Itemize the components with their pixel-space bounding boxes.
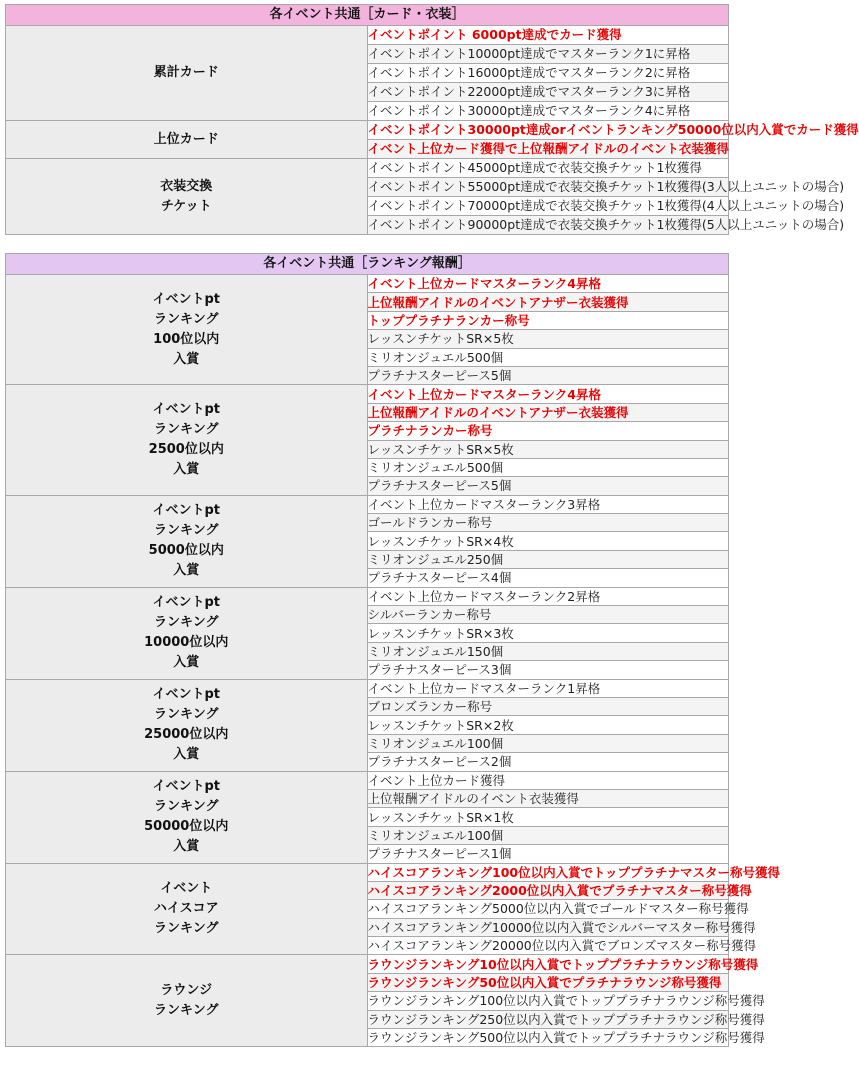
ranking-reward-item: イベント上位カードマスターランク1昇格 (367, 679, 729, 697)
ranking-reward-item: イベント上位カードマスターランク3昇格 (367, 495, 729, 513)
ranking-reward-item: プラチナスターピース4個 (367, 569, 729, 587)
ranking-reward-row (6, 495, 729, 513)
card-costume-item: イベントポイント70000pt達成で衣装交換チケット1枚獲得(4人以上ユニットの場合) (367, 197, 729, 216)
card-costume-item: イベントポイント22000pt達成でマスターランク3に昇格 (367, 83, 729, 102)
card-costume-item: イベントポイント30000pt達成orイベントランキング50000位以内入賞でカード獲得 (367, 121, 729, 140)
ranking-reward-group-label: イベントpt ランキング 2500位以内 入賞 (6, 385, 368, 495)
card-costume-row (6, 159, 729, 178)
card-costume-item: イベントポイント30000pt達成でマスターランク4に昇格 (367, 102, 729, 121)
ranking-reward-item: イベント上位カードマスターランク4昇格 (367, 275, 729, 293)
ranking-reward-row (6, 385, 729, 403)
ranking-reward-item: ブロンズランカー称号 (367, 697, 729, 715)
ranking-reward-item: レッスンチケットSR×4枚 (367, 532, 729, 550)
ranking-reward-row (6, 275, 729, 293)
ranking-reward-group-label: イベントpt ランキング 5000位以内 入賞 (6, 495, 368, 587)
ranking-reward-item: レッスンチケットSR×5枚 (367, 440, 729, 458)
ranking-reward-item: ラウンジランキング50位以内入賞でプラチナラウンジ称号獲得 (367, 973, 729, 991)
ranking-reward-item: ミリオンジュエル100個 (367, 826, 729, 844)
ranking-reward-item: レッスンチケットSR×3枚 (367, 624, 729, 642)
ranking-reward-item: イベント上位カードマスターランク2昇格 (367, 587, 729, 605)
ranking-reward-item: レッスンチケットSR×1枚 (367, 808, 729, 826)
ranking-reward-item: ミリオンジュエル100個 (367, 734, 729, 752)
ranking-reward-item: ラウンジランキング250位以内入賞でトッププラチナラウンジ称号獲得 (367, 1011, 765, 1027)
ranking-reward-item: ハイスコアランキング10000位以内入賞でシルバーマスター称号獲得 (367, 919, 756, 935)
card-costume-group-label: 衣装交換 チケット (6, 159, 368, 235)
ranking-reward-item: ハイスコアランキング5000位以内入賞でゴールドマスター称号獲得 (367, 901, 749, 917)
card-costume-item: イベントポイント45000pt達成で衣装交換チケット1枚獲得 (367, 159, 729, 178)
ranking-reward-item: ラウンジランキング100位以内入賞でトッププラチナラウンジ称号獲得 (367, 993, 765, 1009)
ranking-reward-table (5, 253, 780, 1047)
card-costume-item: イベントポイント55000pt達成で衣装交換チケット1枚獲得(3人以上ユニットの場合) (367, 178, 729, 197)
ranking-reward-item: 上位報酬アイドルのイベント衣装獲得 (367, 789, 729, 807)
ranking-reward-item: イベント上位カードマスターランク4昇格 (367, 385, 729, 403)
card-costume-item: イベントポイント10000pt達成でマスターランク1に昇格 (367, 45, 729, 64)
ranking-reward-row (6, 955, 729, 973)
card-costume-header: 各イベント共通［カード・衣装］ (6, 5, 729, 26)
ranking-reward-item: 上位報酬アイドルのイベントアナザー衣装獲得 (367, 293, 729, 311)
ranking-reward-group-label: イベント ハイスコア ランキング (6, 863, 368, 955)
ranking-reward-row (6, 587, 729, 605)
ranking-reward-item: プラチナスターピース5個 (367, 477, 729, 495)
ranking-reward-item: ミリオンジュエル250個 (367, 550, 729, 568)
ranking-reward-item: ハイスコアランキング100位以内入賞でトッププラチナマスター称号獲得 (367, 864, 780, 880)
ranking-reward-group-label: イベントpt ランキング 100位以内 入賞 (6, 275, 368, 385)
ranking-reward-body (6, 275, 780, 1047)
ranking-reward-row (6, 863, 729, 881)
ranking-reward-header: 各イベント共通［ランキング報酬］ (6, 254, 729, 275)
ranking-reward-item: ミリオンジュエル500個 (367, 458, 729, 476)
ranking-reward-item: レッスンチケットSR×2枚 (367, 716, 729, 734)
ranking-reward-item: トッププラチナランカー称号 (367, 311, 729, 329)
ranking-reward-item: ミリオンジュエル150個 (367, 642, 729, 660)
ranking-reward-group-label: イベントpt ランキング 25000位以内 入賞 (6, 679, 368, 771)
ranking-reward-item: プラチナスターピース2個 (367, 753, 729, 771)
ranking-reward-group-label: ラウンジ ランキング (6, 955, 368, 1047)
card-costume-item: イベントポイント 6000pt達成でカード獲得 (367, 26, 729, 45)
card-costume-item: イベントポイント90000pt達成で衣装交換チケット1枚獲得(5人以上ユニットの場合) (367, 216, 729, 235)
card-costume-row (6, 121, 729, 140)
ranking-reward-item: ラウンジランキング500位以内入賞でトッププラチナラウンジ称号獲得 (367, 1030, 765, 1046)
ranking-reward-item: シルバーランカー称号 (367, 606, 729, 624)
ranking-reward-item: プラチナランカー称号 (367, 422, 729, 440)
card-costume-item: イベント上位カード獲得で上位報酬アイドルのイベント衣装獲得 (367, 140, 729, 159)
ranking-reward-item: ゴールドランカー称号 (367, 514, 729, 532)
ranking-reward-item: ハイスコアランキング2000位以内入賞でプラチナマスター称号獲得 (367, 883, 752, 899)
ranking-reward-item: レッスンチケットSR×5枚 (367, 330, 729, 348)
ranking-reward-item: ミリオンジュエル500個 (367, 348, 729, 366)
ranking-reward-row (6, 771, 729, 789)
ranking-reward-item: ラウンジランキング10位以内入賞でトッププラチナラウンジ称号獲得 (367, 956, 759, 972)
card-costume-group-label: 上位カード (6, 121, 368, 159)
ranking-reward-group-label: イベントpt ランキング 50000位以内 入賞 (6, 771, 368, 863)
ranking-reward-item: ハイスコアランキング20000位以内入賞でブロンズマスター称号獲得 (367, 938, 757, 954)
ranking-reward-item: 上位報酬アイドルのイベントアナザー衣装獲得 (367, 403, 729, 421)
card-costume-body (6, 26, 859, 235)
ranking-reward-item: プラチナスターピース3個 (367, 661, 729, 679)
ranking-reward-item: プラチナスターピース1個 (367, 845, 729, 863)
card-costume-row (6, 26, 729, 45)
card-costume-item: イベントポイント16000pt達成でマスターランク2に昇格 (367, 64, 729, 83)
ranking-reward-item: イベント上位カード獲得 (367, 771, 729, 789)
card-costume-group-label: 累計カード (6, 26, 368, 121)
ranking-reward-group-label: イベントpt ランキング 10000位以内 入賞 (6, 587, 368, 679)
ranking-reward-item: プラチナスターピース5個 (367, 366, 729, 384)
card-costume-table (5, 4, 859, 235)
ranking-reward-row (6, 679, 729, 697)
